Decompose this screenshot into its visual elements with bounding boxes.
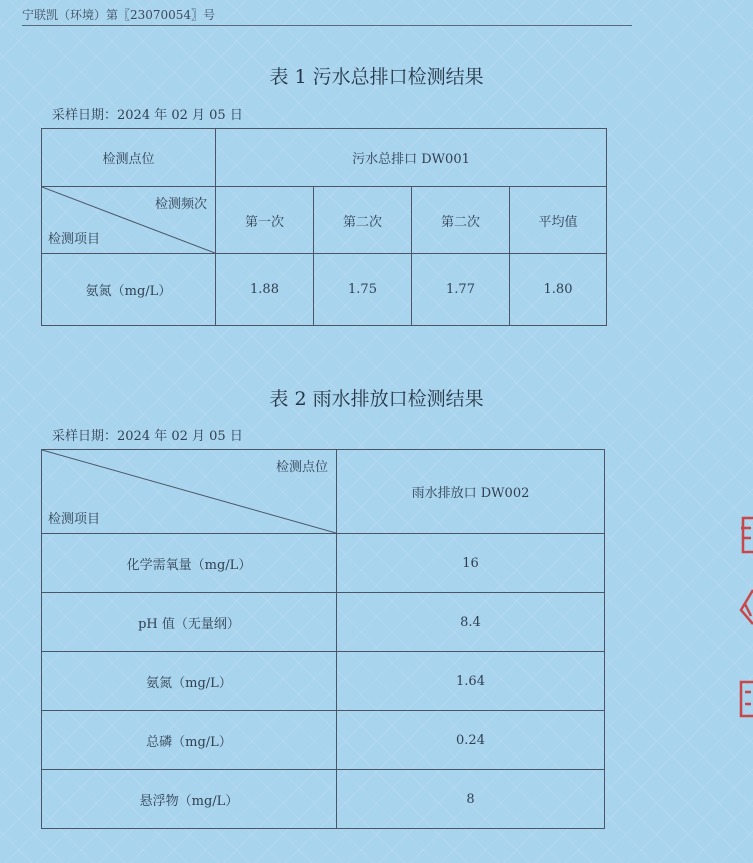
table2-item: 悬浮物（mg/L）	[42, 770, 337, 829]
table2-sampling-date: 采样日期：2024 年 02 月 05 日	[52, 429, 243, 444]
table1-value: 1.80	[510, 254, 607, 326]
table-row	[42, 254, 607, 326]
table1	[41, 128, 607, 326]
table2-value: 16	[337, 534, 605, 593]
table2-item: 总磷（mg/L）	[42, 711, 337, 770]
seal-fragments	[741, 518, 753, 716]
red-seal-stamp	[737, 512, 753, 742]
table2-value: 0.24	[337, 711, 605, 770]
table1-sampling-date: 采样日期：2024 年 02 月 05 日	[52, 108, 243, 123]
table1-value: 1.88	[216, 254, 314, 326]
document-reference: 宁联凯（环境）第〖23070054〗号	[22, 8, 216, 22]
table1-value: 1.75	[314, 254, 412, 326]
table-row	[42, 534, 605, 593]
table1-freq-header: 平均值	[510, 187, 607, 254]
table-row	[42, 711, 605, 770]
table2-value: 8.4	[337, 593, 605, 652]
header-divider	[22, 25, 632, 26]
table1-frequency-label: 检测频次	[154, 197, 207, 212]
table2-location-label: 检测点位	[275, 460, 328, 475]
table1-title: 表 1 污水总排口检测结果	[269, 66, 484, 88]
table-row	[42, 770, 605, 829]
table1-location: 污水总排口 DW001	[216, 129, 607, 187]
table2-diagonal-header	[42, 450, 337, 534]
table1-value: 1.77	[412, 254, 510, 326]
table1-freq-header: 第二次	[314, 187, 412, 254]
table2-location: 雨水排放口 DW002	[337, 450, 605, 534]
table1-item-label: 检测项目	[48, 232, 101, 247]
table1-freq-header: 第一次	[216, 187, 314, 254]
table-row	[42, 593, 605, 652]
table2-value: 8	[337, 770, 605, 829]
table2-value: 1.64	[337, 652, 605, 711]
table2	[41, 449, 605, 829]
table1-location-header: 检测点位	[42, 129, 216, 187]
table-row	[42, 652, 605, 711]
table1-freq-header: 第二次	[412, 187, 510, 254]
table2-item: pH 值（无量纲）	[42, 593, 337, 652]
table2-item: 氨氮（mg/L）	[42, 652, 337, 711]
table1-diagonal-header	[42, 187, 216, 254]
table2-title: 表 2 雨水排放口检测结果	[269, 388, 484, 410]
table2-item: 化学需氧量（mg/L）	[42, 534, 337, 593]
table2-item-label: 检测项目	[48, 512, 101, 527]
table1-item: 氨氮（mg/L）	[42, 254, 216, 326]
